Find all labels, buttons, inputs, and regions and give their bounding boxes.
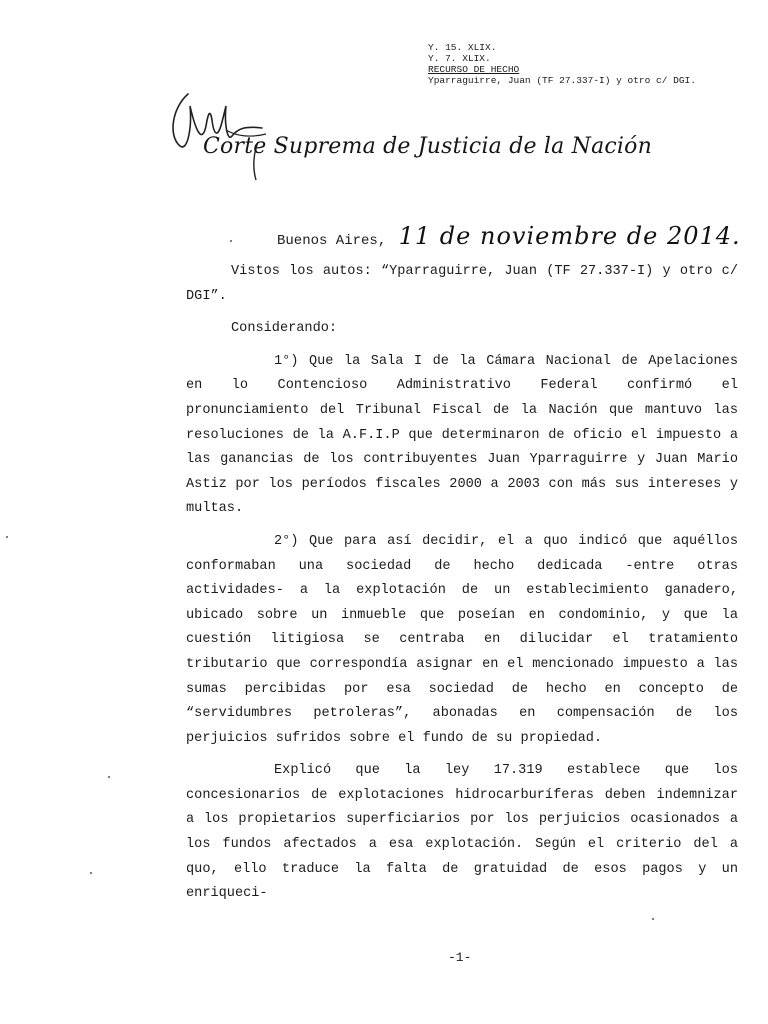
document-body bbox=[186, 260, 738, 907]
paragraph-vistos: Vistos los autos: “Yparraguirre, Juan (TF 27.337-I) y otro c/ DGI”. bbox=[186, 264, 738, 304]
scan-speck bbox=[652, 918, 654, 920]
date-line bbox=[277, 222, 741, 250]
court-header: Corte Suprema de Justicia de la Nación bbox=[203, 134, 652, 159]
file-ref-line-1: Y. 15. XLIX. bbox=[428, 42, 497, 53]
paragraph-considerando: Considerando: bbox=[231, 321, 338, 337]
paragraph-3: Explicó que la ley 17.319 establece que los concesionarios de explotaciones hidrocarburíferas deben indemnizar a los propietarios superficiarios por los perjuicios ocasionados a los fundos afectados a esa explotación. Según el criterio del a quo, ello traduce la falta de gratuidad de esos pagos y un enriqueci- bbox=[186, 763, 738, 902]
file-ref-line-2: Y. 7. XLIX. bbox=[428, 53, 491, 64]
scan-speck bbox=[6, 536, 8, 538]
handwritten-date: 11 de noviembre de 2014. bbox=[398, 222, 741, 250]
file-reference bbox=[428, 42, 696, 86]
file-ref-line-4: Yparraguirre, Juan (TF 27.337-I) y otro c/ DGI. bbox=[428, 75, 696, 86]
paragraph-1: 1°) Que la Sala I de la Cámara Nacional de Apelaciones en lo Contencioso Administrativo Federal confirmó el pronunciamiento del Tribunal Fiscal de la Nación que mantuvo las resoluciones de la A.F.I.P que determinaron de oficio el impuesto a las ganancias de los contribuyentes Juan Yparraguirre y Juan Mario Astiz por los períodos fiscales 2000 a 2003 con más sus intereses y multas. bbox=[186, 353, 738, 517]
date-place: Buenos Aires, bbox=[277, 233, 387, 249]
scan-speck bbox=[90, 872, 92, 874]
scan-speck bbox=[108, 776, 110, 778]
page-number: -1- bbox=[448, 950, 472, 965]
scan-speck bbox=[230, 240, 232, 242]
file-ref-line-3: RECURSO DE HECHO bbox=[428, 64, 520, 75]
paragraph-2: 2°) Que para así decidir, el a quo indicó que aquéllos conformaban una sociedad de hecho dedicada -entre otras actividades- a la explotación de un establecimiento ganadero, ubicado sobre un inmueble que poseían en condominio, y que la cuestión litigiosa se centraba en dilucidar el tratamiento tributario que correspondía asignar en el mencionado impuesto a las sumas percibidas por esa sociedad de hecho en concepto de “servidumbres petroleras”, abonadas en compensación de los perjuicios sufridos sobre el fundo de su propiedad. bbox=[186, 533, 738, 746]
